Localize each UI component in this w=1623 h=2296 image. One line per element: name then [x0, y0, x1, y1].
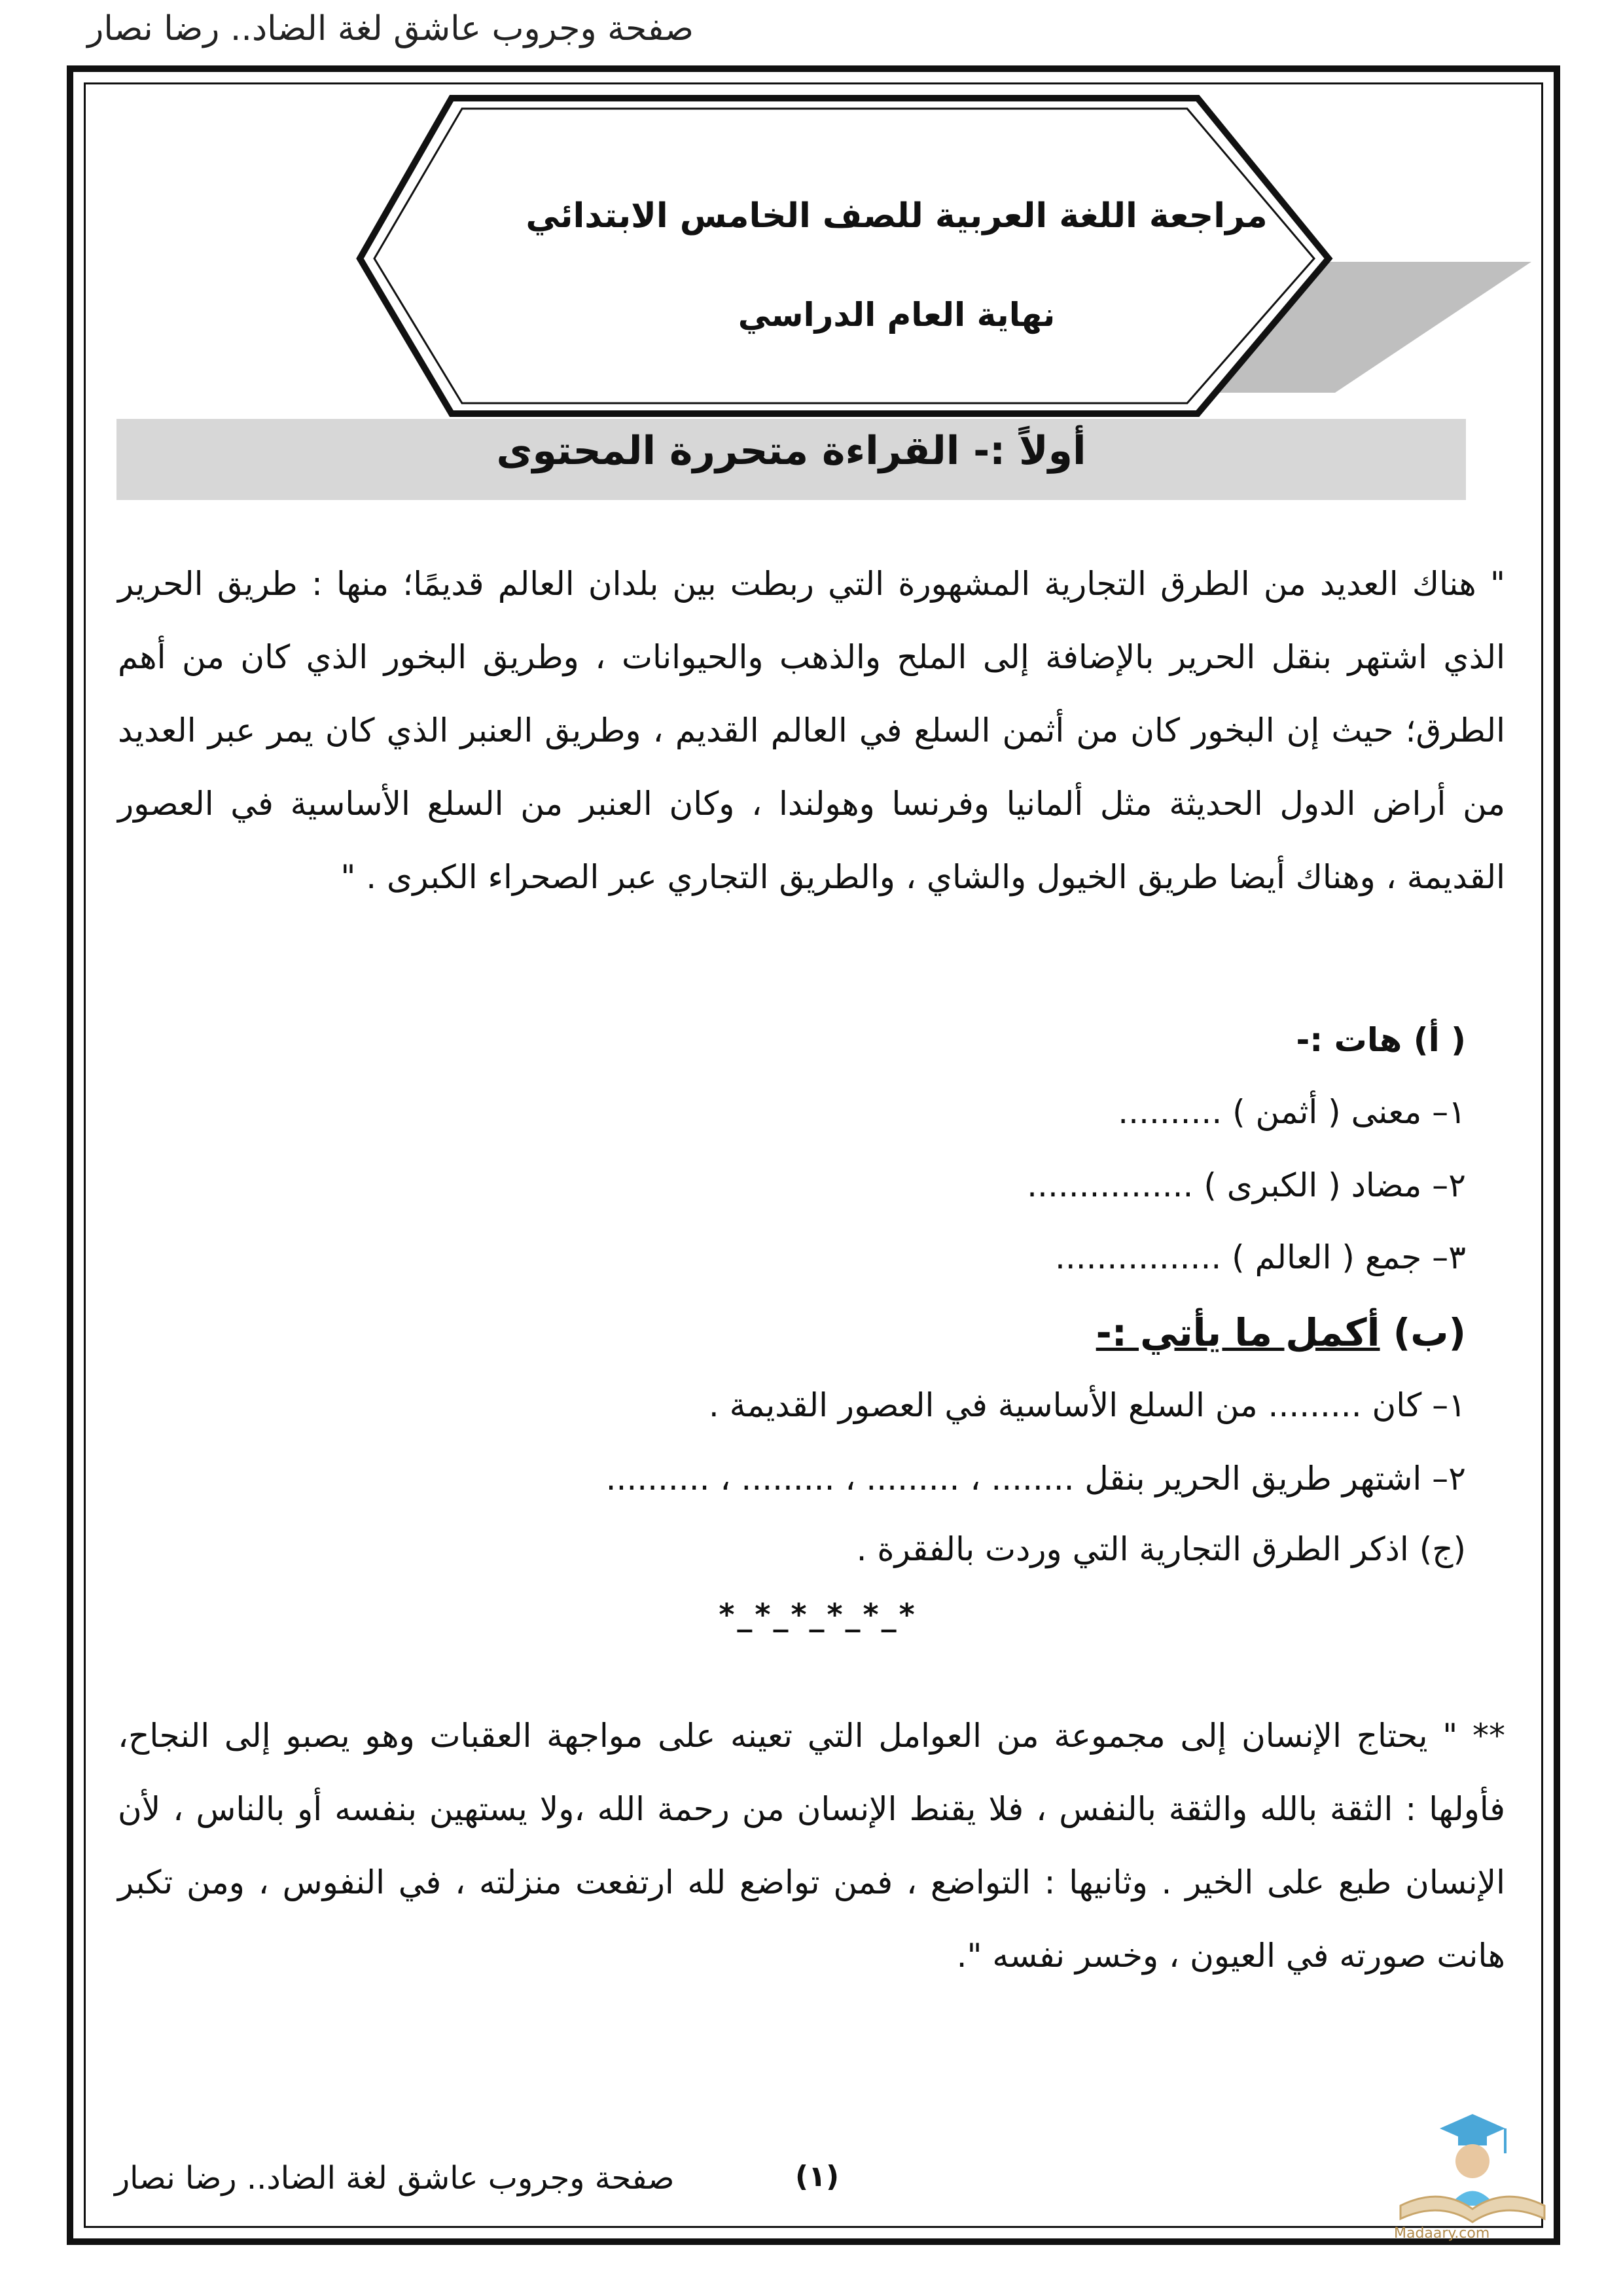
- section-separator: *_*_*_*_*_*: [719, 1597, 918, 1632]
- question-a-item-1: ١– معنى ( أثمن ) ..........: [1118, 1093, 1466, 1131]
- footer-text: صفحة وجروب عاشق لغة الضاد.. رضا نصار: [115, 2160, 675, 2197]
- question-b-title: أكمل ما يأتي :-: [1096, 1310, 1380, 1355]
- banner-outer-hexagon: [360, 98, 1329, 414]
- question-b-item-1: ١– كان ......... من السلع الأساسية في العصور القديمة .: [708, 1386, 1466, 1424]
- graduate-book-logo-icon: [1381, 2108, 1564, 2238]
- question-b-heading: [1096, 1310, 1466, 1355]
- question-b-letter: (ب): [1393, 1310, 1466, 1355]
- question-a-item-2: ٢– مضاد ( الكبرى ) ................: [1027, 1166, 1466, 1204]
- title-line-2: نهاية العام الدراسي: [738, 296, 1056, 334]
- question-c: (ج) اذكر الطرق التجارية التي وردت بالفقرة .: [856, 1530, 1466, 1568]
- logo-watermark-text: Madaary.com: [1394, 2225, 1490, 2242]
- page-number: (١): [795, 2160, 840, 2193]
- section-heading: أولاً :- القراءة متحررة المحتوى: [496, 428, 1086, 474]
- reading-passage-1: " هناك العديد من الطرق التجارية المشهورة التي ربطت بين بلدان العالم قديمًا؛ منها : طريق الحرير الذي اشتهر بنقل الحرير بالإضافة إلى الملح والذهب والحيوانات ، وطريق البخور الذي كان من أهم الطرق؛ حيث إن البخور كان من أثمن السلع في العالم القديم ، وطريق العنبر الذي كان يمر عبر العديد من أراض الدول الحديثة مثل ألمانيا وفرنسا وهولندا ، وكان العنبر من السلع الأساسية في العصور القديمة ، وهناك أيضا طريق الخيول والشاي ، والطريق التجاري عبر الصحراء الكبرى . ": [118, 565, 1505, 896]
- page-header-text: صفحة وجروب عاشق لغة الضاد.. رضا نصار: [87, 9, 694, 48]
- question-b-item-2: ٢– اشتهر طريق الحرير بنقل ........ ، ......... ، ......... ، ..........: [605, 1460, 1466, 1498]
- question-a-heading: ( أ) هات :-: [1296, 1021, 1466, 1059]
- question-a-item-3: ٣– جمع ( العالم ) ................: [1054, 1238, 1466, 1276]
- reading-passage-2: ** " يحتاج الإنسان إلى مجموعة من العوامل التي تعينه على مواجهة العقبات وهو يصبو إلى النجاح، فأولها : الثقة بالله والثقة بالنفس ، فلا يقنط الإنسان من رحمة الله ،ولا يستهين بنفسه أو بالناس ، لأن الإنسان طبع على الخير . وثانيها : التواضع ، فمن تواضع لله ارتفعت منزلته ، في النفوس ، ومن تكبر هانت صورته في العيون ، وخسر نفسه ".: [118, 1717, 1505, 1975]
- title-line-1: مراجعة اللغة العربية للصف الخامس الابتدائي: [526, 196, 1268, 236]
